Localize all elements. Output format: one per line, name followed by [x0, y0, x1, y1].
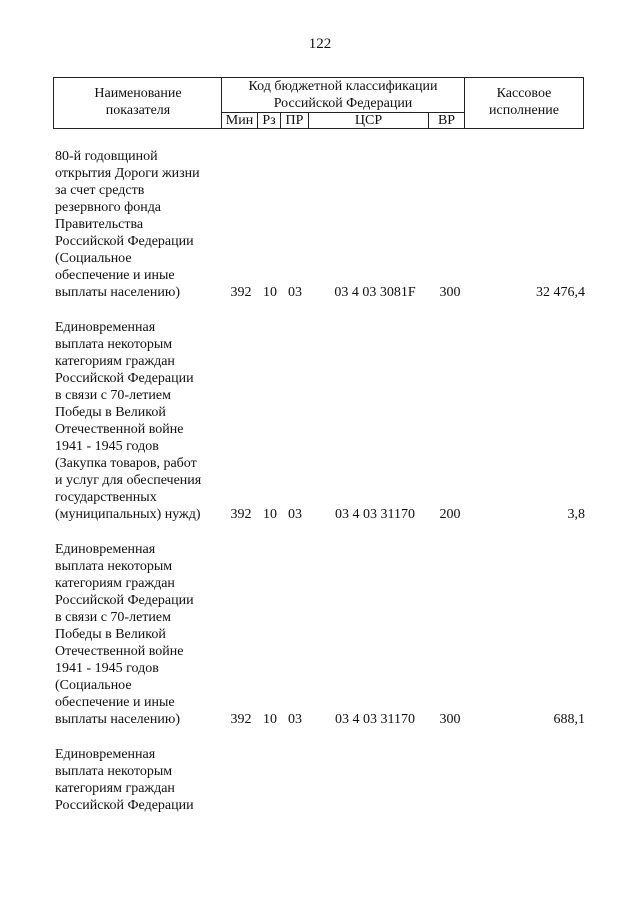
page-number: 122: [308, 36, 332, 52]
row-rz: 10: [263, 507, 277, 522]
header-right-rule: [583, 77, 584, 129]
row-csr: 03 4 03 3081F: [334, 285, 416, 300]
row-min: 392: [230, 507, 252, 522]
header-csr: ЦСР: [354, 113, 383, 128]
header-amount-col: Кассовое исполнение: [489, 86, 559, 118]
table-body: [55, 148, 585, 832]
row-rz: 10: [263, 712, 277, 727]
header-vr: ВР: [437, 113, 456, 128]
row-amount: 688,1: [553, 712, 585, 727]
row-pr: 03: [288, 712, 302, 727]
row-csr: 03 4 03 31170: [335, 712, 415, 727]
header-rz: Рз: [262, 113, 276, 128]
row-rz: 10: [263, 285, 277, 300]
table-header: [53, 77, 584, 129]
row-name: Единовременная выплата некоторым категориям граждан Российской Федерации: [55, 747, 194, 813]
table-row: [55, 319, 585, 523]
row-pr: 03: [288, 285, 302, 300]
row-min: 392: [230, 285, 252, 300]
table-row: [55, 541, 585, 728]
header-code-group: Код бюджетной классификации Российской Федерации: [248, 79, 438, 111]
row-vr: 300: [439, 285, 461, 300]
table-row: [55, 746, 585, 814]
row-name: Единовременная выплата некоторым категориям граждан Российской Федерации в связи с 70-летием Победы в Великой Отечественной войне 1941 - 1945 годов (Закупка товаров, работ и услуг для обеспечения государственных (муниципальных) нужд): [55, 320, 202, 522]
row-csr: 03 4 03 31170: [335, 507, 415, 522]
header-min: Мин: [225, 113, 254, 128]
table-row: [55, 148, 585, 301]
header-pr: ПР: [285, 113, 304, 128]
row-pr: 03: [288, 507, 302, 522]
header-left-rule: [53, 77, 54, 129]
row-amount: 32 476,4: [536, 285, 585, 300]
row-name: 80-й годовщиной открытия Дороги жизни за счет средств резервного фонда Правительства Российской Федерации (Социальное обеспечение и иные выплаты населению): [55, 149, 200, 300]
row-vr: 200: [439, 507, 461, 522]
header-name-col: Наименование показателя: [94, 86, 182, 118]
row-min: 392: [230, 712, 252, 727]
row-vr: 300: [439, 712, 461, 727]
row-name: Единовременная выплата некоторым категориям граждан Российской Федерации в связи с 70-летием Победы в Великой Отечественной войне 1941 - 1945 годов (Социальное обеспечение и иные выплаты населению): [55, 542, 194, 727]
row-amount: 3,8: [567, 507, 585, 522]
